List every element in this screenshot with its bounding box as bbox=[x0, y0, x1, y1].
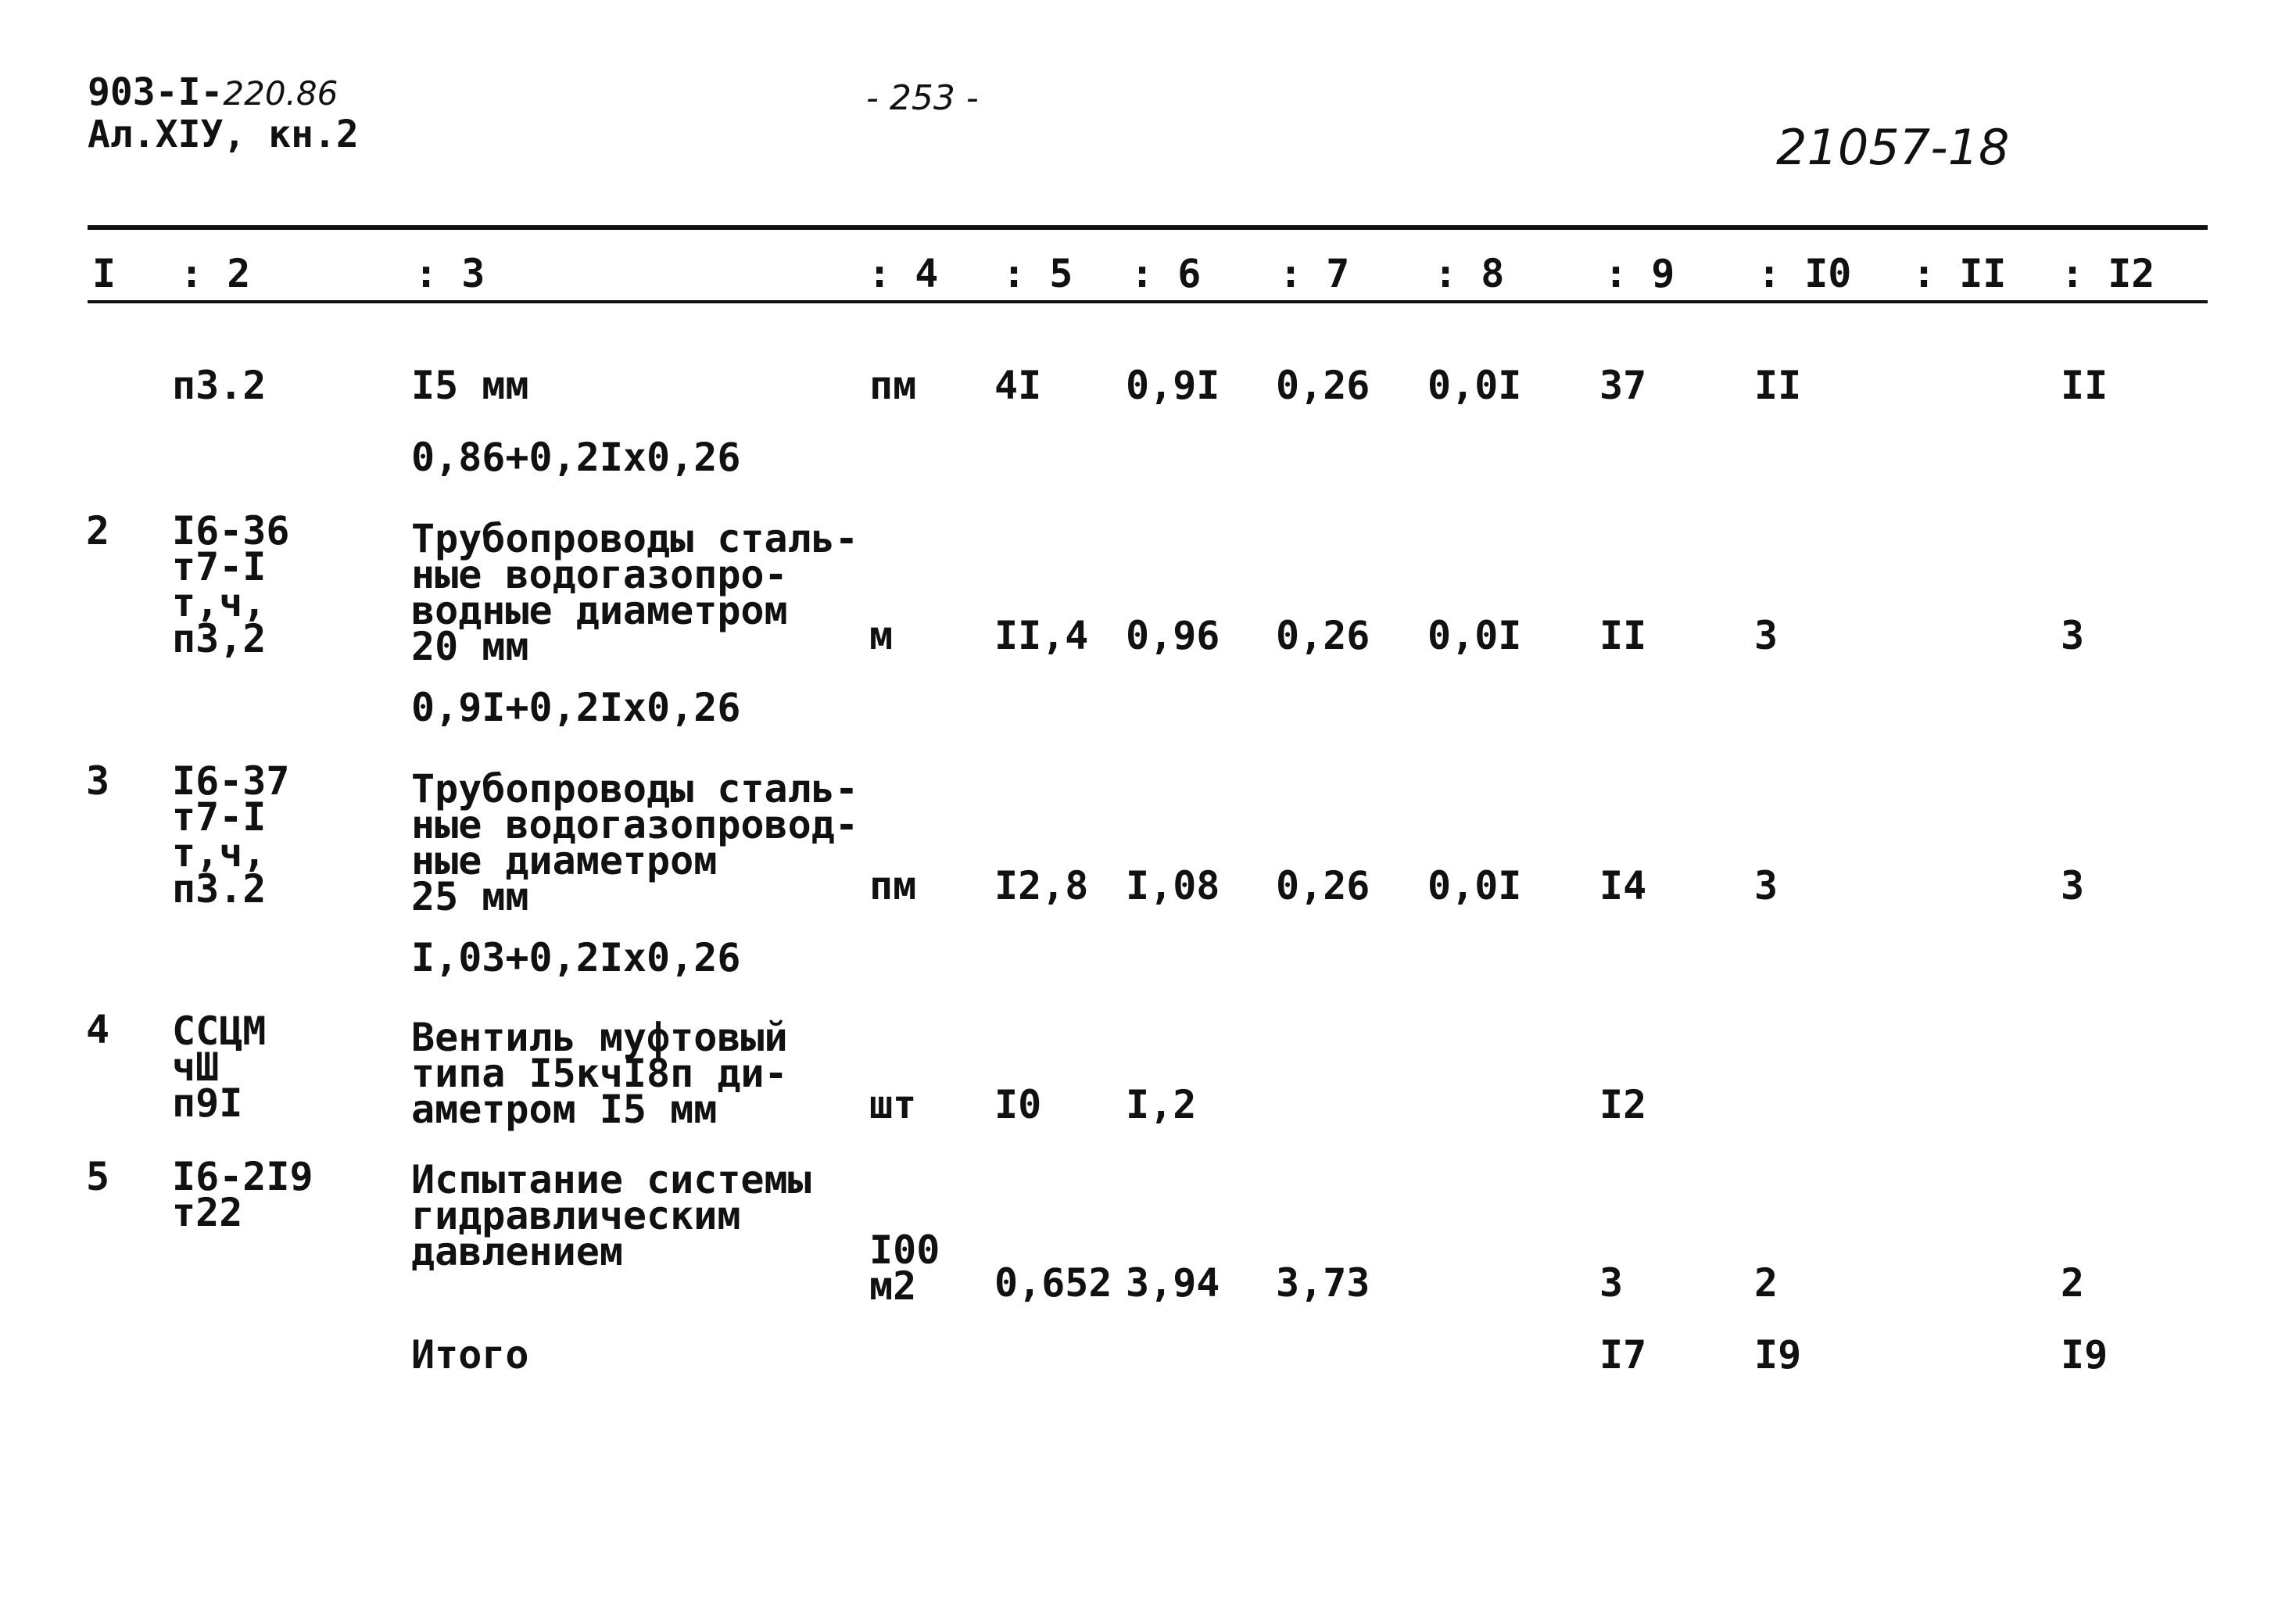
col-header-9: : 9 bbox=[1604, 251, 1675, 296]
row-name: Испытание системы гидравлическим давлением bbox=[411, 1157, 811, 1274]
row-formula: I,03+0,2Iх0,26 bbox=[411, 935, 741, 980]
total-col9: I7 bbox=[1599, 1332, 1647, 1378]
col-header-5: : 5 bbox=[1002, 251, 1073, 296]
table-header-rule bbox=[88, 300, 2208, 303]
row-name: Трубопроводы сталь- ные водогазопро- водные диаметром 20 мм bbox=[411, 516, 858, 669]
col-header-12: : I2 bbox=[2061, 251, 2155, 296]
row-unit: пм bbox=[869, 363, 917, 408]
row-name: Трубопроводы сталь- ные водогазопровод- ные диаметром 25 мм bbox=[411, 766, 858, 919]
row-code: I6-36 т7-I т,ч, п3,2 bbox=[172, 508, 290, 661]
document-code: 903-I-220.86 bbox=[88, 70, 338, 114]
row-col10: 3 bbox=[1754, 613, 1778, 658]
col-header-3: : 3 bbox=[414, 251, 485, 296]
row-formula: 0,86+0,2Iх0,26 bbox=[411, 435, 741, 480]
row-qty: I0 bbox=[994, 1082, 1042, 1127]
row-col8: 0,0I bbox=[1427, 613, 1522, 658]
row-number: 5 bbox=[86, 1154, 110, 1199]
row-qty: 0,652 bbox=[994, 1260, 1112, 1306]
row-col6: I,2 bbox=[1126, 1082, 1197, 1127]
row-name: I5 мм bbox=[411, 363, 529, 408]
total-col12: I9 bbox=[2061, 1332, 2108, 1378]
row-col7: 3,73 bbox=[1276, 1260, 1370, 1306]
row-col8: 0,0I bbox=[1427, 363, 1522, 408]
table-top-rule bbox=[88, 225, 2208, 230]
col-header-7: : 7 bbox=[1279, 251, 1350, 296]
col-header-2: : 2 bbox=[180, 251, 251, 296]
row-col12: II bbox=[2061, 363, 2108, 408]
row-code: ССЦМ чШ п9I bbox=[172, 1009, 267, 1126]
col-header-4: : 4 bbox=[868, 251, 939, 296]
col-header-10: : I0 bbox=[1757, 251, 1852, 296]
row-col6: I,08 bbox=[1126, 863, 1220, 908]
row-col9: I2 bbox=[1599, 1082, 1647, 1127]
row-number: 4 bbox=[86, 1007, 110, 1052]
row-col7: 0,26 bbox=[1276, 363, 1370, 408]
row-formula: 0,9I+0,2Iх0,26 bbox=[411, 685, 741, 730]
row-col7: 0,26 bbox=[1276, 863, 1370, 908]
row-unit: пм bbox=[869, 863, 917, 908]
row-number: 3 bbox=[86, 758, 110, 804]
row-code: п3.2 bbox=[172, 363, 267, 408]
row-col10: II bbox=[1754, 363, 1802, 408]
row-col10: 2 bbox=[1754, 1260, 1778, 1306]
row-qty: 4I bbox=[994, 363, 1042, 408]
row-col6: 0,96 bbox=[1126, 613, 1220, 658]
row-col9: 3 bbox=[1599, 1260, 1624, 1306]
row-qty: II,4 bbox=[994, 613, 1089, 658]
row-col7: 0,26 bbox=[1276, 613, 1370, 658]
row-col8: 0,0I bbox=[1427, 863, 1522, 908]
document-code-handwritten: 220.86 bbox=[223, 74, 338, 113]
col-header-6: : 6 bbox=[1130, 251, 1202, 296]
col-header-1: I bbox=[92, 251, 116, 296]
total-col10: I9 bbox=[1754, 1332, 1802, 1378]
row-unit: м bbox=[869, 613, 894, 658]
row-code: I6-37 т7-I т,ч, п3.2 bbox=[172, 758, 290, 912]
row-unit: I00 м2 bbox=[869, 1227, 940, 1309]
row-col10: 3 bbox=[1754, 863, 1778, 908]
row-qty: I2,8 bbox=[994, 863, 1089, 908]
col-header-8: : 8 bbox=[1434, 251, 1505, 296]
row-number: 2 bbox=[86, 508, 110, 554]
total-label: Итого bbox=[411, 1332, 529, 1378]
row-col12: 2 bbox=[2061, 1260, 2085, 1306]
row-col9: I4 bbox=[1599, 863, 1647, 908]
row-name: Вентиль муфтовый типа I5кчI8п ди- аметром I5 мм bbox=[411, 1015, 788, 1132]
row-col12: 3 bbox=[2061, 863, 2085, 908]
row-col12: 3 bbox=[2061, 613, 2085, 658]
row-unit: шт bbox=[869, 1082, 917, 1127]
row-col6: 0,9I bbox=[1126, 363, 1220, 408]
row-col6: 3,94 bbox=[1126, 1260, 1220, 1306]
sheet-code: 21057-18 bbox=[1776, 119, 2010, 176]
row-col9: II bbox=[1599, 613, 1647, 658]
row-code: I6-2I9 т22 bbox=[172, 1154, 313, 1235]
row-col9: 37 bbox=[1599, 363, 1647, 408]
col-header-11: : II bbox=[1912, 251, 2007, 296]
page-number: - 253 - bbox=[866, 78, 979, 118]
album-reference: Ал.XIУ, кн.2 bbox=[88, 113, 359, 156]
